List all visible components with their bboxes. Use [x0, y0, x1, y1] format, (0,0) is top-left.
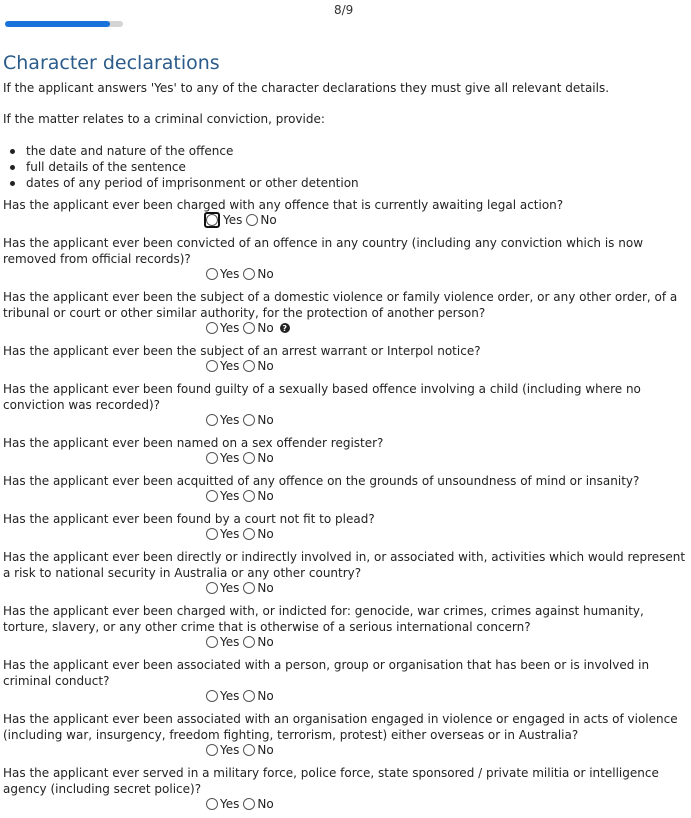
radio-no-label: No — [257, 489, 274, 503]
radio-no[interactable] — [243, 452, 255, 464]
radio-no[interactable] — [243, 636, 255, 648]
progress-fill — [5, 21, 110, 27]
radio-no[interactable] — [243, 690, 255, 702]
radio-no[interactable] — [246, 214, 258, 226]
radio-no[interactable] — [243, 414, 255, 426]
list-item: dates of any period of imprisonment or other detention — [8, 175, 359, 191]
question-text: Has the applicant ever been acquitted of any offence on the grounds of unsoundness of mind or insanity? — [3, 474, 640, 488]
radio-yes[interactable] — [206, 690, 218, 702]
list-item: full details of the sentence — [8, 159, 359, 175]
intro-text: If the applicant answers 'Yes' to any of the character declarations they must give all relevant details. — [3, 81, 610, 95]
radio-yes-label: Yes — [220, 451, 240, 465]
answer-group — [206, 266, 278, 282]
radio-yes[interactable] — [206, 582, 218, 594]
radio-no-label: No — [257, 581, 274, 595]
radio-yes[interactable] — [206, 360, 218, 372]
matter-intro-text: If the matter relates to a criminal conviction, provide: — [3, 112, 325, 126]
answer-group — [206, 412, 278, 428]
radio-no-label: No — [257, 359, 274, 373]
question-text: Has the applicant ever served in a military force, police force, state sponsored / private militia or intelligence agency (including secret police)? — [3, 766, 659, 796]
question-text: Has the applicant ever been associated with an organisation engaged in violence or engaged in acts of violence (including war, insurgency, freedom fighting, terrorism, protest) either overseas or in Australia? — [3, 712, 678, 742]
radio-yes-label: Yes — [220, 413, 240, 427]
question-text: Has the applicant ever been charged with, or indicted for: genocide, war crimes, crimes against humanity, torture, slavery, or any other crime that is otherwise of a serious international concern? — [3, 604, 644, 634]
radio-yes-label: Yes — [223, 213, 243, 227]
radio-yes-label: Yes — [220, 489, 240, 503]
radio-no-label: No — [257, 635, 274, 649]
radio-no[interactable] — [243, 744, 255, 756]
question-text: Has the applicant ever been associated with a person, group or organisation that has been or is involved in criminal conduct? — [3, 658, 650, 688]
radio-yes[interactable] — [206, 452, 218, 464]
radio-no[interactable] — [243, 528, 255, 540]
page-title: Character declarations — [3, 52, 220, 74]
radio-yes-label: Yes — [220, 743, 240, 757]
radio-no-label: No — [257, 743, 274, 757]
radio-yes-label: Yes — [220, 581, 240, 595]
radio-no-label: No — [257, 527, 274, 541]
answer-group — [206, 488, 278, 504]
radio-no[interactable] — [243, 490, 255, 502]
answer-group — [206, 450, 278, 466]
question-text: Has the applicant ever been named on a sex offender register? — [3, 436, 384, 450]
progress-bar — [5, 21, 123, 27]
answer-group — [206, 320, 290, 336]
radio-yes-label: Yes — [220, 635, 240, 649]
radio-no-label: No — [260, 213, 277, 227]
radio-no[interactable] — [243, 360, 255, 372]
radio-yes[interactable] — [206, 268, 218, 280]
radio-yes[interactable] — [206, 214, 218, 226]
radio-no[interactable] — [243, 268, 255, 280]
radio-yes[interactable] — [206, 490, 218, 502]
radio-yes-label: Yes — [220, 267, 240, 281]
question-text: Has the applicant ever been directly or indirectly involved in, or associated with, activities which would represent a risk to national security in Australia or any other country? — [3, 550, 686, 580]
answer-group — [206, 742, 278, 758]
radio-yes[interactable] — [206, 528, 218, 540]
radio-yes-label: Yes — [220, 689, 240, 703]
answer-group — [206, 580, 278, 596]
answer-group — [206, 688, 278, 704]
question-text: Has the applicant ever been the subject of a domestic violence or family violence order, or any other order, of a tribunal or court or other similar authority, for the protection of another person? — [3, 290, 678, 320]
radio-no-label: No — [257, 321, 274, 335]
radio-yes-label: Yes — [220, 797, 240, 811]
radio-yes[interactable] — [206, 798, 218, 810]
radio-no[interactable] — [243, 322, 255, 334]
radio-no-label: No — [257, 413, 274, 427]
radio-yes[interactable] — [206, 322, 218, 334]
list-item: the date and nature of the offence — [8, 143, 359, 159]
question-text: Has the applicant ever been found guilty of a sexually based offence involving a child (including where no conviction was recorded)? — [3, 382, 641, 412]
radio-no-label: No — [257, 267, 274, 281]
radio-no-label: No — [257, 451, 274, 465]
step-counter: 8/9 — [334, 3, 354, 17]
radio-yes-label: Yes — [220, 359, 240, 373]
radio-yes[interactable] — [206, 744, 218, 756]
radio-yes[interactable] — [206, 414, 218, 426]
radio-yes[interactable] — [206, 636, 218, 648]
conviction-details-list — [8, 143, 359, 191]
answer-group — [206, 796, 278, 812]
radio-yes-label: Yes — [220, 321, 240, 335]
answer-group — [206, 526, 278, 542]
radio-no-label: No — [257, 689, 274, 703]
radio-no[interactable] — [243, 582, 255, 594]
question-circle-icon[interactable]: ? — [280, 323, 290, 333]
answer-group — [206, 358, 278, 374]
radio-no-label: No — [257, 797, 274, 811]
radio-no[interactable] — [243, 798, 255, 810]
question-text: Has the applicant ever been convicted of an offence in any country (including any conviction which is now removed from official records)? — [3, 236, 644, 266]
question-text: Has the applicant ever been charged with any offence that is currently awaiting legal action? — [3, 198, 564, 212]
question-text: Has the applicant ever been the subject of an arrest warrant or Interpol notice? — [3, 344, 481, 358]
question-text: Has the applicant ever been found by a court not fit to plead? — [3, 512, 375, 526]
radio-focus-ring — [204, 212, 220, 228]
radio-yes-label: Yes — [220, 527, 240, 541]
answer-group — [206, 634, 278, 650]
answer-group — [206, 212, 281, 228]
